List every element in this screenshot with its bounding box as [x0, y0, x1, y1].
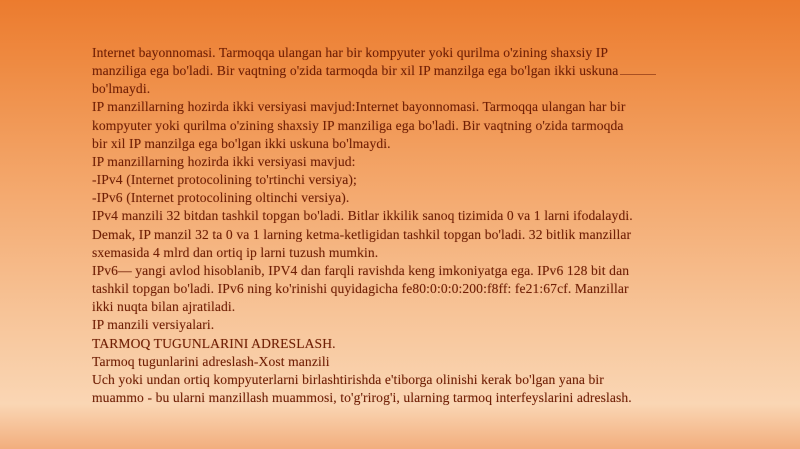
text-line: -IPv4 (Internet protocolining to'rtinchi versiya); — [92, 172, 357, 188]
text-line: kompyuter yoki qurilma o'zining shaxsiy IP manziliga ega bo'ladi. Bir vaqtning o'zida tarmoqda — [92, 117, 624, 133]
text-line: sxemasida 4 mlrd dan ortiq ip larni tuzush mumkin. — [92, 244, 379, 260]
text-line: IP manzillarning hozirda ikki versiyasi mavjud: — [92, 153, 356, 169]
text-line: tashkil topgan bo'ladi. IPv6 ning ko'rinishi quyidagicha fe80:0:0:0:200:f8ff: fe21:67cf. Manzillar — [92, 281, 629, 297]
slide-text-block — [92, 44, 752, 407]
text-line: IPv4 manzili 32 bitdan tashkil topgan bo'ladi. Bitlar ikkilik sanoq tizimida 0 va 1 larni ifodalaydi. — [92, 208, 633, 224]
section-heading: TARMOQ TUGUNLARINI ADRESLASH. — [92, 335, 336, 351]
text-line: Internet bayonnomasi. Tarmoqqa ulangan har bir kompyuter yoki qurilma o'zining shaxsiy IP — [92, 45, 609, 60]
text-line: IPv6— yangi avlod hisoblanib, IPV4 dan farqli ravishda keng imkoniyatga ega. IPv6 128 bit dan — [92, 262, 630, 278]
text-line: IP manzillarning hozirda ikki versiyasi mavjud:Internet bayonnomasi. Tarmoqqa ulangan har bir — [92, 99, 626, 115]
text-line: -IPv6 (Internet protocolining oltinchi versiya). — [92, 190, 350, 206]
text-line: bo'lmaydi. — [92, 81, 151, 97]
text-line: Demak, IP manzil 32 ta 0 va 1 larning ketma-ketligidan tashkil topgan bo'ladi. 32 bitlik manzillar — [92, 226, 632, 242]
text-line: ikki nuqta bilan ajratiladi. — [92, 299, 236, 315]
text-line: manziliga ega bo'ladi. Bir vaqtning o'zida tarmoqda bir xil IP manzilga ega bo'lgan ikki uskuna — [92, 62, 752, 80]
text-line: IP manzili versiyalari. — [92, 317, 215, 333]
text-line: Uch yoki undan ortiq kompyuterlarni birlashtirishda e'tiborga olinishi kerak bo'lgan yana bir — [92, 371, 604, 387]
text-line: Tarmoq tugunlarini adreslash-Xost manzili — [92, 353, 330, 369]
text-line: bir xil IP manzilga ega bo'lgan ikki uskuna bo'lmaydi. — [92, 135, 391, 151]
text-line: muammo - bu ularni manzillash muammosi, to'g'rirog'i, ularning tarmoq interfeyslarini adreslash. — [92, 389, 632, 405]
